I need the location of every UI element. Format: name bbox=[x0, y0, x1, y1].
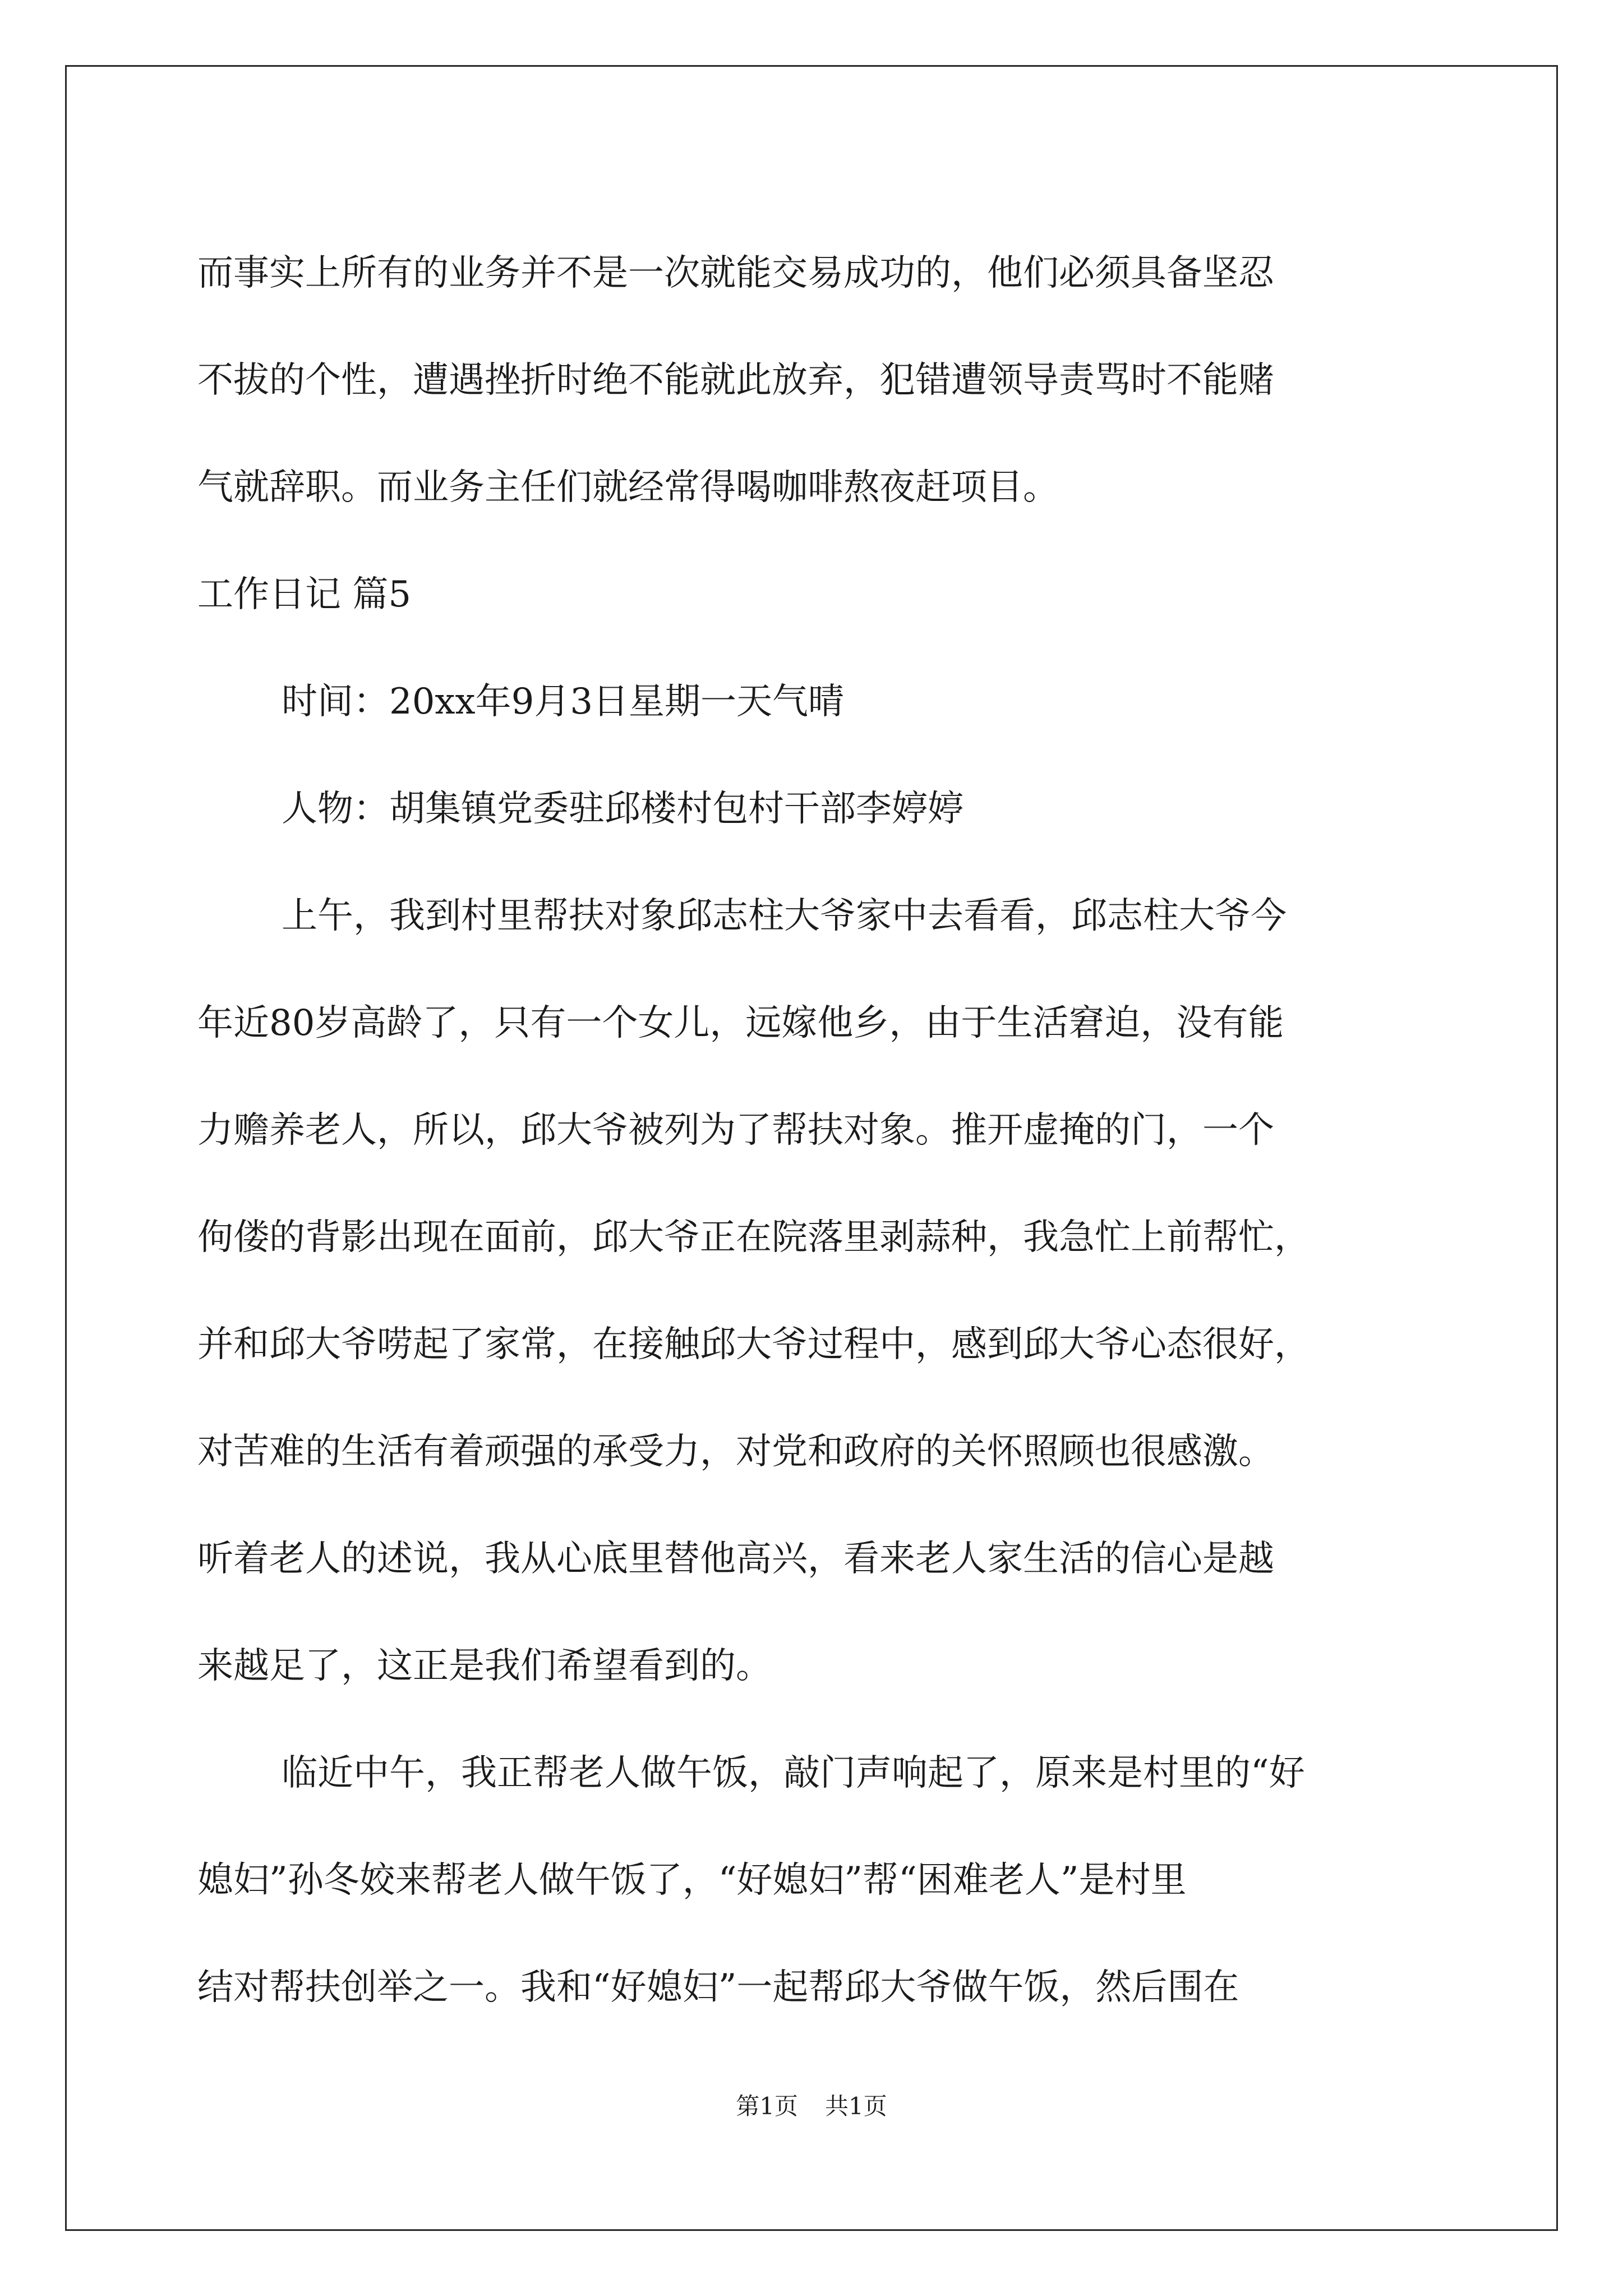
section-heading: 工作日记 篇5 bbox=[197, 574, 412, 615]
text-line: 结对帮扶创举之一。我和“好媳妇”一起帮邱大爷做午饭，然后围在 bbox=[197, 1967, 1239, 2008]
page-footer bbox=[0, 2090, 1623, 2123]
text-line: 力赡养老人，所以，邱大爷被列为了帮扶对象。推开虚掩的门，一个 bbox=[197, 1110, 1274, 1151]
text-line: 听着老人的述说，我从心底里替他高兴，看来老人家生活的信心是越 bbox=[197, 1538, 1274, 1580]
text-line: 并和邱大爷唠起了家常，在接触邱大爷过程中，感到邱大爷心态很好， bbox=[197, 1324, 1310, 1365]
text-line-date: 时间：20xx年9月3日星期一天气晴 bbox=[282, 681, 845, 723]
text-line: 而事实上所有的业务并不是一次就能交易成功的，他们必须具备坚忍 bbox=[197, 252, 1274, 294]
text-line: 年近80岁高龄了，只有一个女儿，远嫁他乡，由于生活窘迫，没有能 bbox=[197, 1002, 1284, 1044]
text-line: 佝偻的背影出现在面前，邱大爷正在院落里剥蒜种，我急忙上前帮忙， bbox=[197, 1217, 1310, 1258]
page-number-current: 第1页 bbox=[736, 2092, 798, 2120]
text-line-person: 人物：胡集镇党委驻邱楼村包村干部李婷婷 bbox=[282, 788, 963, 830]
text-line: 上午，我到村里帮扶对象邱志柱大爷家中去看看，邱志柱大爷今 bbox=[282, 895, 1287, 937]
text-line: 媳妇”孙冬姣来帮老人做午饭了，“好媳妇”帮“困难老人”是村里 bbox=[197, 1860, 1187, 1901]
text-line: 气就辞职。而业务主任们就经常得喝咖啡熬夜赶项目。 bbox=[197, 467, 1059, 508]
text-line: 来越足了，这正是我们希望看到的。 bbox=[197, 1645, 772, 1687]
document-body bbox=[197, 220, 1459, 2041]
text-line: 对苦难的生活有着顽强的承受力，对党和政府的关怀照顾也很感激。 bbox=[197, 1431, 1274, 1473]
text-line: 临近中午，我正帮老人做午饭，敲门声响起了，原来是村里的“好 bbox=[282, 1752, 1305, 1794]
page-number-total: 共1页 bbox=[825, 2092, 887, 2120]
text-line: 不拔的个性，遭遇挫折时绝不能就此放弃，犯错遭领导责骂时不能赌 bbox=[197, 360, 1274, 401]
